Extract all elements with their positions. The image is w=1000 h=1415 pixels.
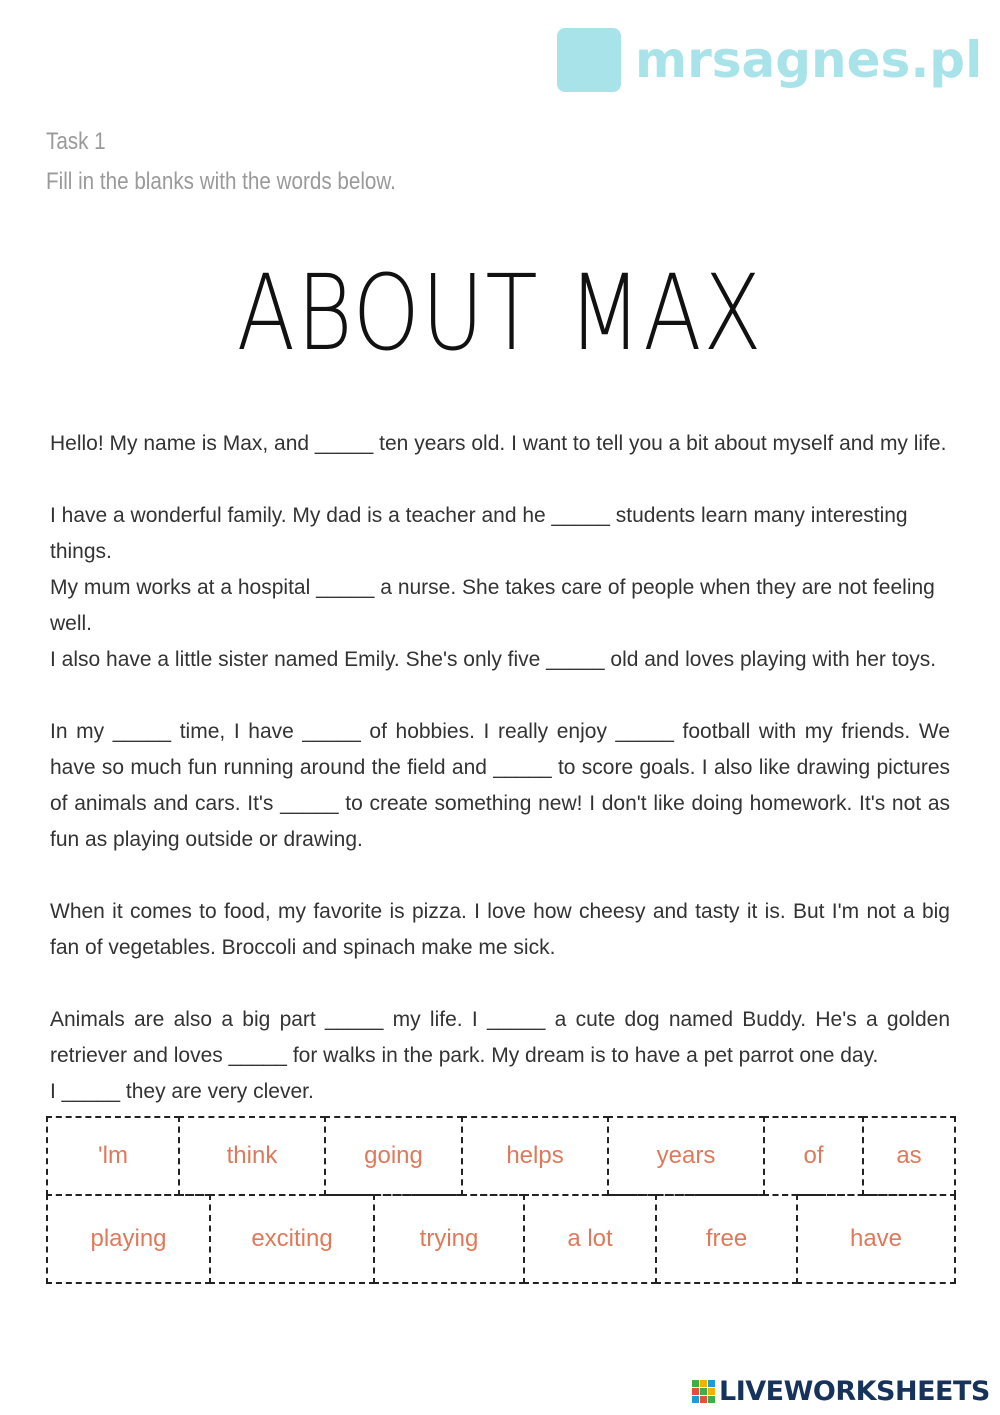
paragraph-hobbies: [50, 714, 950, 858]
text-block: When it comes to food, my favorite is pizza. I love how cheesy and tasty it is. But I'm not a big fan of vegetables. Broccoli and spinach make me sick.: [50, 900, 950, 959]
text-line: I have a wonderful family. My dad is a teacher and he _____ students learn many interesting things.: [50, 504, 908, 563]
word-tile[interactable]: think: [178, 1116, 326, 1196]
paragraph-animals: [50, 1002, 950, 1110]
task-instruction: Fill in the blanks with the words below.: [46, 168, 396, 195]
page-title: ABOUT MAX: [236, 252, 764, 374]
text-line: My mum works at a hospital _____ a nurse. She takes care of people when they are not feeling well.: [50, 576, 935, 635]
word-tile[interactable]: years: [607, 1116, 765, 1196]
paragraph-family: [50, 498, 950, 678]
liveworksheets-grid-icon: [692, 1380, 715, 1403]
word-tile[interactable]: free: [655, 1194, 798, 1284]
task-label: Task 1: [46, 128, 106, 155]
text-line: I _____ they are very clever.: [50, 1080, 314, 1103]
word-tile[interactable]: a lot: [523, 1194, 657, 1284]
word-tile[interactable]: helps: [461, 1116, 609, 1196]
logo-square-icon: [557, 28, 621, 92]
word-tile[interactable]: have: [796, 1194, 956, 1284]
liveworksheets-wordmark: LIVEWORKSHEETS: [719, 1375, 990, 1407]
word-bank-row-1: [46, 1116, 956, 1196]
text-line: I also have a little sister named Emily. She's only five _____ old and loves playing with her toys.: [50, 648, 937, 671]
word-tile[interactable]: going: [324, 1116, 463, 1196]
text-block: In my _____ time, I have _____ of hobbies. I really enjoy _____ football with my friends. We have so much fun running around the field and _____ to score goals. I also like drawing pictures of animals and cars. It's _____ to create something new! I don't like doing homework. It's not as fun as playing outside or drawing.: [50, 720, 950, 851]
word-tile[interactable]: playing: [46, 1194, 211, 1284]
word-tile[interactable]: exciting: [209, 1194, 375, 1284]
paragraph-intro: [50, 426, 950, 462]
word-bank-row-2: [46, 1194, 956, 1284]
text-block: Animals are also a big part _____ my life. I _____ a cute dog named Buddy. He's a golden retriever and loves _____ for walks in the park. My dream is to have a pet parrot one day.: [50, 1008, 950, 1067]
story-text: [50, 426, 950, 1146]
mrsagnes-logo: [557, 28, 982, 92]
word-tile[interactable]: of: [763, 1116, 864, 1196]
liveworksheets-logo: [692, 1375, 990, 1407]
paragraph-food: [50, 894, 950, 966]
word-tile[interactable]: 'lm: [46, 1116, 180, 1196]
word-tile[interactable]: trying: [373, 1194, 525, 1284]
word-tile[interactable]: as: [862, 1116, 956, 1196]
text-line: Hello! My name is Max, and _____ ten years old. I want to tell you a bit about myself and my life.: [50, 432, 947, 455]
word-bank: [46, 1116, 956, 1284]
logo-text: mrsagnes.pl: [635, 31, 983, 89]
